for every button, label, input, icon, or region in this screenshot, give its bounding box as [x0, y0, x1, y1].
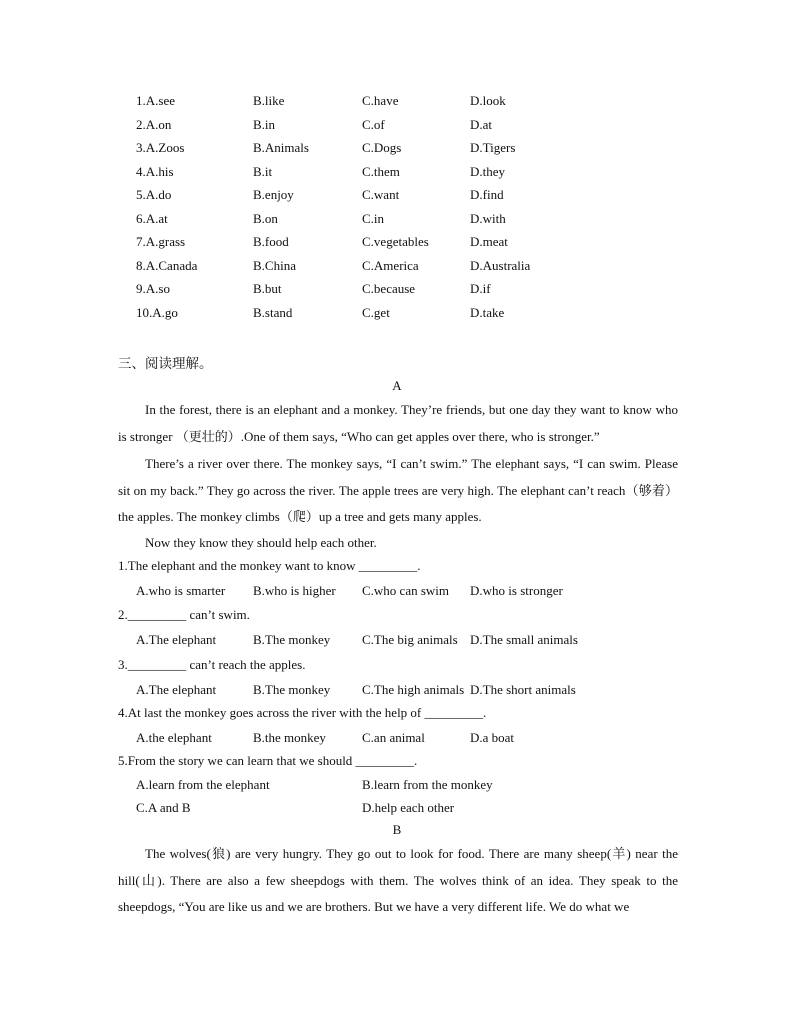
cloze-option-row	[136, 280, 596, 304]
option-d: D.meat	[470, 234, 508, 249]
question-option: B.The monkey	[253, 632, 331, 647]
passage-a-paragraph-1-text: In the forest, there is an elephant and a monkey. They’re friends, but one day they want to know who is stronger （更壮的）.One of them says, “Who can get apples over there, who is stronger.”	[118, 402, 678, 444]
question-2-stem: 2._________ can’t swim.	[118, 607, 250, 622]
option-a: 1.A.see	[136, 93, 175, 108]
option-c: C.them	[362, 163, 400, 179]
cloze-option-row	[136, 304, 596, 328]
question-option: C.an animal	[362, 730, 425, 745]
option-b: B.Animals	[253, 140, 309, 155]
option-d: D.at	[470, 116, 493, 132]
option-d: D.look	[470, 93, 506, 108]
question-3-options	[136, 681, 696, 699]
passage-b-paragraph-1-text: The wolves(狼) are very hungry. They go out to look for food. There are many sheep(羊) near the hill(山). There are also a few sheepdogs with them. The wolves think of an idea. They speak to the sheepdogs, “You are like us and we are brothers. But we have a very different life. We do what we	[118, 846, 678, 914]
question-option: B.the monkey	[253, 730, 326, 745]
question-4-options	[136, 729, 696, 747]
option-b: B.but	[253, 281, 282, 296]
option-c: C.have	[362, 93, 399, 108]
option-d: D.if	[470, 281, 491, 296]
option-c: C.vegetables	[362, 234, 429, 249]
section-title: 三、阅读理解。	[118, 356, 213, 371]
question-option: C.The high animals	[362, 682, 465, 697]
option-b: B.China	[253, 257, 296, 273]
passage-a-paragraph-2	[118, 451, 678, 531]
passage-a-label: A	[392, 378, 402, 393]
question-5-options-row-2	[136, 799, 696, 817]
passage-b-label: B	[392, 822, 402, 837]
question-2-options	[136, 631, 696, 649]
question-option: C.The big animals	[362, 632, 458, 647]
option-d: D.they	[470, 163, 506, 179]
question-option: D.The short animals	[470, 682, 576, 697]
option-d: D.Tigers	[470, 140, 516, 155]
option-a: 10.A.go	[136, 304, 178, 320]
cloze-option-row	[136, 139, 596, 163]
option-b: B.it	[253, 163, 273, 179]
option-c: C.because	[362, 281, 416, 296]
question-3-stem: 3._________ can’t reach the apples.	[118, 657, 306, 672]
question-option: D.help each other	[362, 800, 455, 815]
question-option: A.learn from the elephant	[136, 777, 270, 792]
question-5-stem: 5.From the story we can learn that we should _________.	[118, 753, 418, 768]
option-a: 2.A.on	[136, 116, 172, 132]
question-option: B.The monkey	[253, 682, 331, 697]
cloze-option-row	[136, 233, 596, 257]
option-b: B.like	[253, 93, 285, 108]
passage-a-paragraph-2-text: There’s a river over there. The monkey says, “I can’t swim.” The elephant says, “I can swim. Please sit on my back.” They go across the river. The apple trees are very high. The elephant can’t reach（够着）the apples. The monkey climbs（爬）up a tree and gets many apples.	[118, 456, 678, 524]
question-option: B.learn from the monkey	[362, 777, 493, 792]
option-c: C.of	[362, 116, 385, 132]
option-a: 9.A.so	[136, 281, 170, 296]
option-d: D.find	[470, 187, 504, 202]
question-option: A.who is smarter	[136, 583, 226, 598]
option-d: D.Australia	[470, 257, 531, 273]
option-d: D.take	[470, 304, 505, 320]
passage-a-paragraph-3: Now they know they should help each other.	[145, 535, 377, 550]
option-c: C.get	[362, 304, 390, 320]
option-a: 3.A.Zoos	[136, 140, 185, 155]
option-c: C.in	[362, 210, 385, 226]
option-a: 7.A.grass	[136, 234, 186, 249]
option-a: 6.A.at	[136, 210, 168, 226]
question-5-options-row-1	[136, 776, 696, 794]
question-option: B.who is higher	[253, 583, 336, 598]
cloze-option-row	[136, 92, 596, 116]
option-c: C.America	[362, 257, 419, 273]
passage-a-paragraph-1	[118, 397, 678, 450]
question-option: D.a boat	[470, 730, 515, 745]
option-c: C.Dogs	[362, 140, 402, 155]
cloze-option-row	[136, 210, 596, 234]
passage-b-paragraph-1	[118, 841, 678, 921]
option-b: B.enjoy	[253, 187, 294, 202]
question-1-options	[136, 582, 696, 600]
option-d: D.with	[470, 210, 506, 226]
cloze-options-table	[136, 92, 596, 327]
option-b: B.food	[253, 234, 289, 249]
question-option: D.The small animals	[470, 632, 578, 647]
option-b: B.in	[253, 116, 276, 132]
option-b: B.on	[253, 210, 278, 226]
cloze-option-row	[136, 257, 596, 281]
question-option: D.who is stronger	[470, 583, 563, 598]
question-option: A.the elephant	[136, 730, 212, 745]
question-option: A.The elephant	[136, 682, 217, 697]
question-option: C.A and B	[136, 800, 191, 815]
option-a: 4.A.his	[136, 163, 174, 179]
cloze-option-row	[136, 116, 596, 140]
question-option: A.The elephant	[136, 632, 217, 647]
option-c: C.want	[362, 187, 400, 202]
cloze-option-row	[136, 186, 596, 210]
option-a: 5.A.do	[136, 187, 172, 202]
cloze-option-row	[136, 163, 596, 187]
question-4-stem: 4.At last the monkey goes across the river with the help of _________.	[118, 705, 487, 720]
option-a: 8.A.Canada	[136, 257, 198, 273]
question-1-stem: 1.The elephant and the monkey want to know _________.	[118, 558, 421, 573]
question-option: C.who can swim	[362, 583, 450, 598]
option-b: B.stand	[253, 304, 293, 320]
